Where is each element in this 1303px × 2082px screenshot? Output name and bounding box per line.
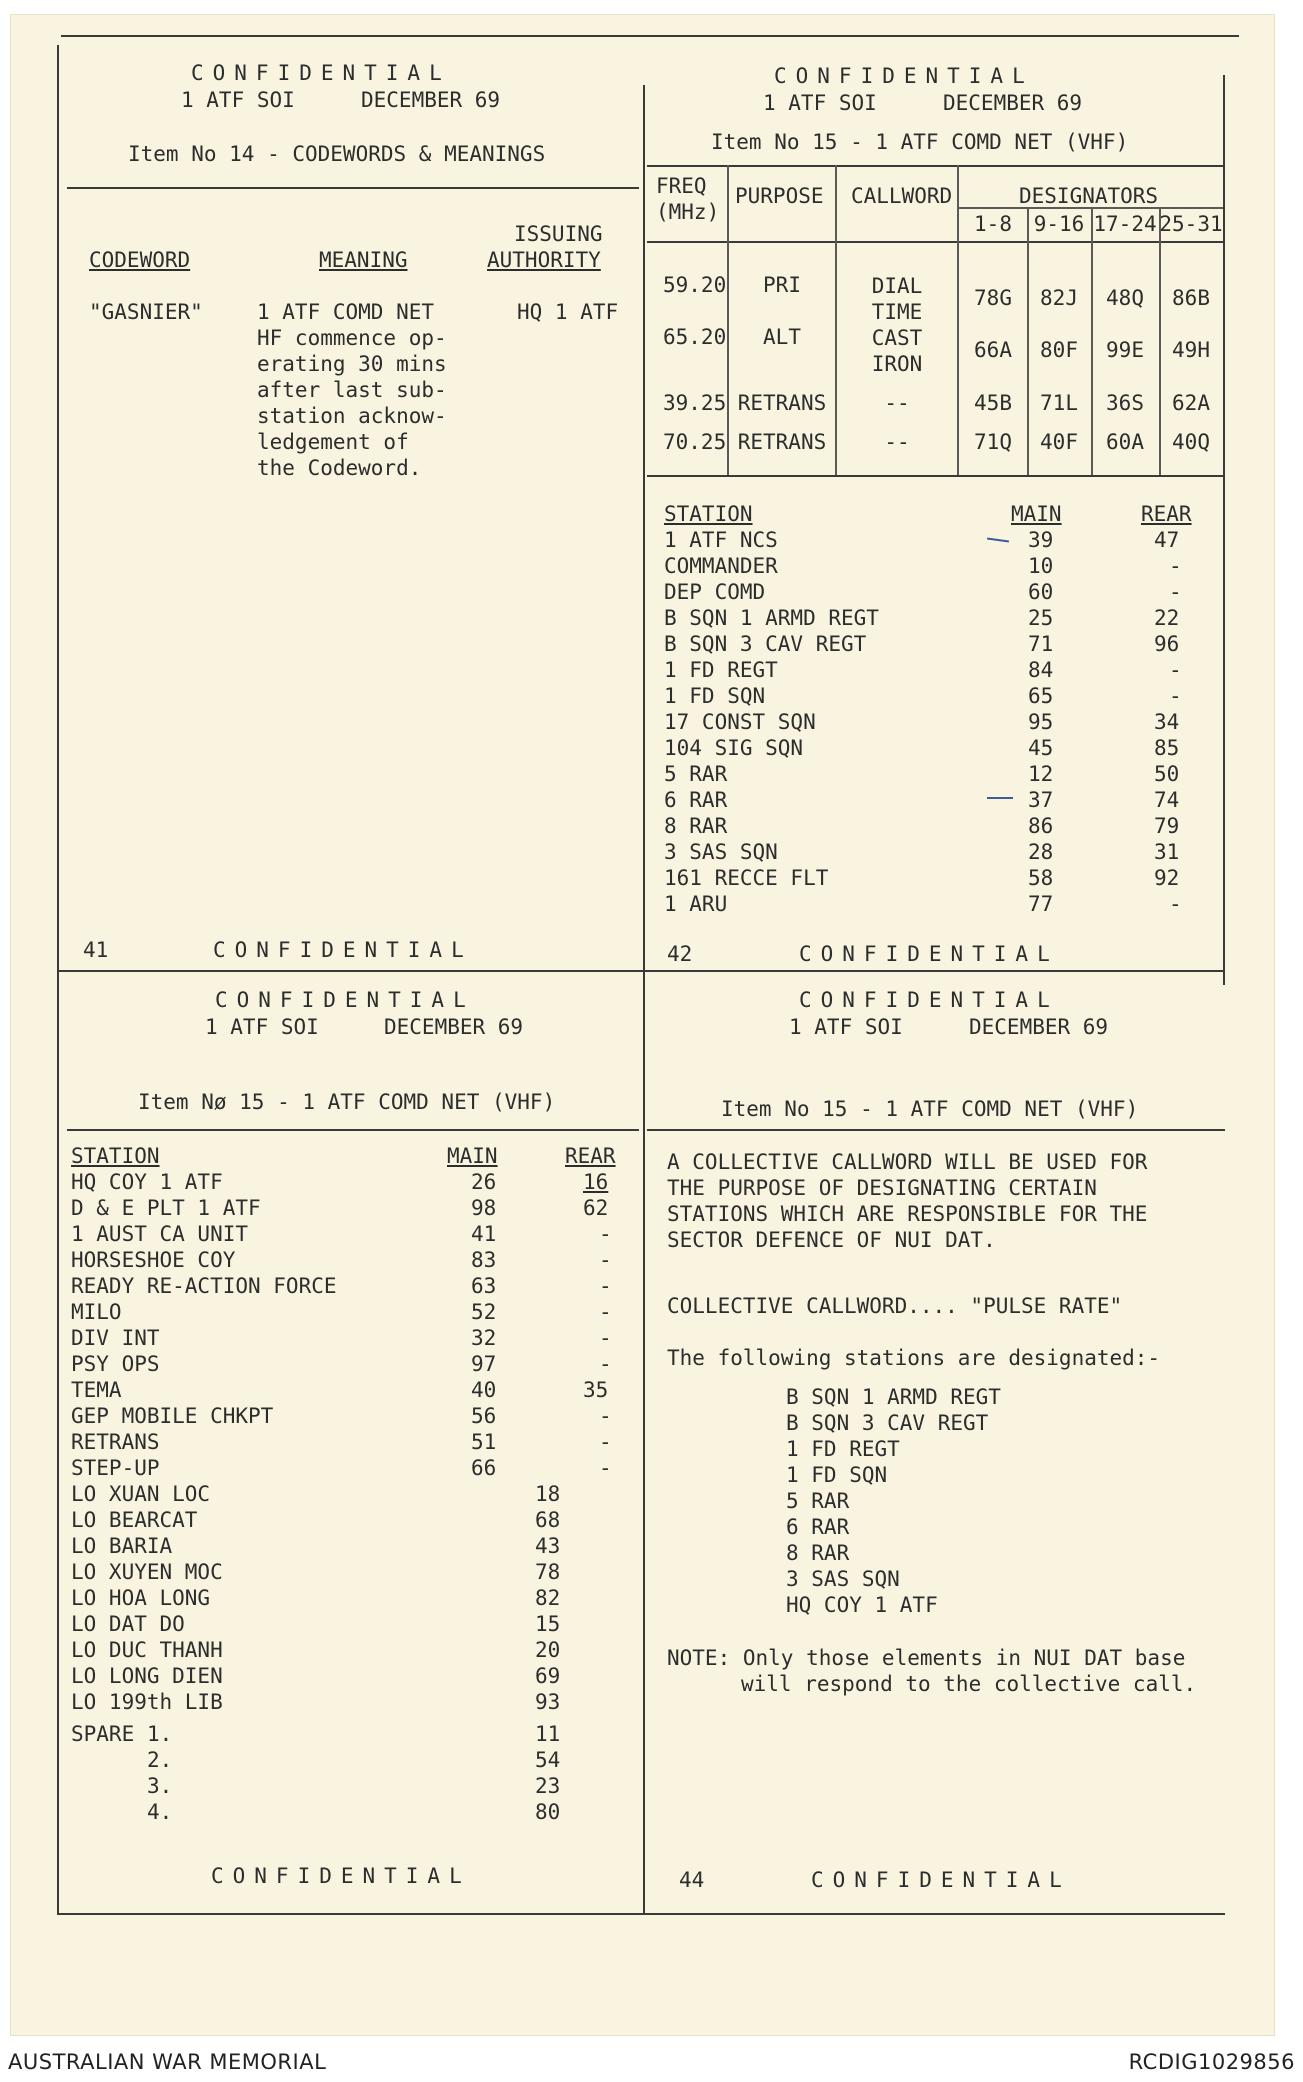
lo-row (71, 1585, 631, 1611)
station-name: 17 CONST SQN (664, 710, 816, 734)
soi-date: DECEMBER 69 (943, 91, 1083, 115)
main-value: 23 (535, 1774, 561, 1798)
col-station: STATION (71, 1144, 160, 1168)
bottom-border (57, 1913, 1225, 1915)
station-name: HORSESHOE COY (71, 1248, 236, 1272)
station-row (71, 1221, 631, 1247)
freq-row (11, 429, 1274, 455)
rear-value: 50 (1154, 762, 1180, 786)
callword-line: DIAL (871, 274, 923, 298)
station-row (71, 1351, 631, 1377)
station-name: 1 FD REGT (664, 658, 778, 682)
col-codeword: CODEWORD (89, 248, 191, 272)
designated-station: 1 FD REGT (786, 1437, 900, 1461)
item-rule (67, 187, 639, 189)
rear-value: - (1169, 892, 1182, 916)
main-value: 97 (471, 1352, 497, 1376)
main-value: 51 (471, 1430, 497, 1454)
station-row (71, 1455, 631, 1481)
day-range: 9-16 (1033, 212, 1085, 236)
intro-paragraph (667, 1149, 1147, 1253)
station-name: MILO (71, 1300, 122, 1324)
station-name: COMMANDER (664, 554, 778, 578)
rear-value: - (599, 1248, 612, 1272)
day-range: 1-8 (974, 212, 1012, 236)
purpose-value: RETRANS (737, 430, 827, 454)
station-name: LO BEARCAT (71, 1508, 198, 1532)
col-freq-unit: (MHz) (656, 200, 720, 224)
main-value: 56 (471, 1404, 497, 1428)
main-value: 95 (1028, 710, 1054, 734)
station-row (664, 683, 1204, 709)
main-value: 63 (471, 1274, 497, 1298)
main-value: 84 (1028, 658, 1054, 682)
designated-station: 8 RAR (786, 1541, 850, 1565)
rear-value: 92 (1154, 866, 1180, 890)
spare-number: 3. (147, 1774, 173, 1798)
pen-tick-mark (987, 797, 1013, 799)
station-name: READY RE-ACTION FORCE (71, 1274, 337, 1298)
day-range: 25-31 (1159, 212, 1223, 236)
main-value: 60 (1028, 580, 1054, 604)
station-name: 1 FD SQN (664, 684, 766, 708)
main-value: 40 (471, 1378, 497, 1402)
station-row (664, 891, 1204, 917)
lo-row (71, 1637, 631, 1663)
lo-row (71, 1559, 631, 1585)
rear-value: 62 (583, 1196, 609, 1220)
soi-unit: 1 ATF SOI (763, 91, 877, 115)
spare-row (71, 1747, 631, 1773)
item-rule (67, 1129, 639, 1131)
designator: 45B (974, 391, 1012, 415)
spare-number: 1. (147, 1722, 173, 1746)
main-value: 32 (471, 1326, 497, 1350)
station-name: 3 SAS SQN (664, 840, 778, 864)
station-name: 161 RECCE FLT (664, 866, 829, 890)
designator: 49H (1172, 338, 1210, 362)
collective-callword: COLLECTIVE CALLWORD.... "PULSE RATE" (667, 1294, 1123, 1318)
main-value: 43 (535, 1534, 561, 1558)
main-value: 28 (1028, 840, 1054, 864)
freq-row (11, 390, 1274, 416)
main-value: 15 (535, 1612, 561, 1636)
confidential-footer: CONFIDENTIAL (799, 942, 1059, 966)
station-row (664, 527, 1204, 553)
main-value: 52 (471, 1300, 497, 1324)
station-name: B SQN 3 CAV REGT (664, 632, 867, 656)
main-value: 20 (535, 1638, 561, 1662)
main-value: 11 (535, 1722, 561, 1746)
top-border (61, 35, 1239, 37)
freq-value: 65.20 (663, 325, 727, 349)
rear-value: - (599, 1222, 612, 1246)
lo-row (71, 1663, 631, 1689)
station-row (664, 839, 1204, 865)
station-name: 1 ARU (664, 892, 728, 916)
lo-row (71, 1507, 631, 1533)
station-row (664, 735, 1204, 761)
col-main: MAIN (1011, 502, 1062, 526)
confidential-header: CONFIDENTIAL (799, 988, 1059, 1012)
station-name: 5 RAR (664, 762, 728, 786)
soi-unit: 1 ATF SOI (789, 1015, 903, 1039)
authority-value: HQ 1 ATF (517, 300, 619, 324)
following-text: The following stations are designated:- (667, 1346, 1161, 1370)
station-name: LO XUYEN MOC (71, 1560, 223, 1584)
main-value: 25 (1028, 606, 1054, 630)
station-row (664, 865, 1204, 891)
station-row (71, 1195, 631, 1221)
lo-row (71, 1611, 631, 1637)
station-name: TEMA (71, 1378, 122, 1402)
designator: 40F (1040, 430, 1078, 454)
page-number: 42 (667, 942, 693, 966)
station-list (664, 527, 1204, 917)
station-name: RETRANS (71, 1430, 160, 1454)
station-row (664, 761, 1204, 787)
station-row (71, 1325, 631, 1351)
col-rear: REAR (565, 1144, 616, 1168)
rear-value: - (599, 1456, 612, 1480)
rear-value: - (1169, 554, 1182, 578)
spare-number: 2. (147, 1748, 173, 1772)
confidential-footer: CONFIDENTIAL (213, 938, 473, 962)
meaning-line: the Codeword. (257, 456, 422, 480)
paragraph-line: STATIONS WHICH ARE RESPONSIBLE FOR THE (667, 1202, 1148, 1226)
col-designators: DESIGNATORS (1019, 184, 1159, 208)
station-row (71, 1169, 631, 1195)
purpose-value: PRI (763, 273, 801, 297)
rear-value: 47 (1154, 528, 1180, 552)
station-name: DIV INT (71, 1326, 160, 1350)
station-name: 1 AUST CA UNIT (71, 1222, 249, 1246)
col-rear: REAR (1141, 502, 1192, 526)
rear-value: 85 (1154, 736, 1180, 760)
station-name: B SQN 1 ARMD REGT (664, 606, 879, 630)
main-value: 41 (471, 1222, 497, 1246)
lo-row (71, 1689, 631, 1715)
item-rule (647, 1129, 1225, 1131)
designated-station: 6 RAR (786, 1515, 850, 1539)
freq-table-top (647, 165, 1223, 167)
station-name: HQ COY 1 ATF (71, 1170, 223, 1194)
rear-value: - (599, 1274, 612, 1298)
rear-value: 96 (1154, 632, 1180, 656)
middle-divider (57, 970, 1225, 972)
designator: 62A (1172, 391, 1210, 415)
rear-value: - (1169, 684, 1182, 708)
station-name: STEP-UP (71, 1456, 160, 1480)
rear-value: - (599, 1352, 612, 1376)
designated-station: HQ COY 1 ATF (786, 1593, 938, 1617)
main-value: 93 (535, 1690, 561, 1714)
designator: 71Q (974, 430, 1012, 454)
freq-value: 59.20 (663, 273, 727, 297)
station-name: LO BARIA (71, 1534, 173, 1558)
soi-date: DECEMBER 69 (361, 88, 501, 112)
callword-line: CAST (871, 326, 923, 350)
rear-value: - (599, 1326, 612, 1350)
freq-value: 70.25 (663, 430, 727, 454)
station-row (664, 605, 1204, 631)
station-name: LO LONG DIEN (71, 1664, 223, 1688)
paragraph-line: THE PURPOSE OF DESIGNATING CERTAIN (667, 1176, 1097, 1200)
soi-unit: 1 ATF SOI (181, 88, 295, 112)
rear-value: 16 (583, 1170, 609, 1194)
confidential-footer: CONFIDENTIAL (211, 1864, 471, 1888)
main-value: 78 (535, 1560, 561, 1584)
purpose-value: RETRANS (737, 391, 827, 415)
main-value: 18 (535, 1482, 561, 1506)
station-name: 1 ATF NCS (664, 528, 778, 552)
designator: 78G (974, 286, 1012, 310)
main-value: 58 (1028, 866, 1054, 890)
document-sheet (10, 14, 1275, 2036)
main-value: 37 (1028, 788, 1054, 812)
station-name: LO DAT DO (71, 1612, 185, 1636)
main-value: 68 (535, 1508, 561, 1532)
col-issuing: ISSUING (514, 222, 603, 246)
main-value: 77 (1028, 892, 1054, 916)
rear-value: - (599, 1404, 612, 1428)
rear-value: 35 (583, 1378, 609, 1402)
freq-value: 39.25 (663, 391, 727, 415)
main-value: 45 (1028, 736, 1054, 760)
designated-station: 1 FD SQN (786, 1463, 888, 1487)
main-value: 39 (1028, 528, 1054, 552)
confidential-header: CONFIDENTIAL (191, 61, 451, 85)
station-row (71, 1247, 631, 1273)
main-value: 26 (471, 1170, 497, 1194)
item-title: Item No 15 - 1 ATF COMD NET (VHF) (711, 130, 1129, 154)
designated-station: B SQN 1 ARMD REGT (786, 1385, 1001, 1409)
col-station: STATION (664, 502, 753, 526)
confidential-footer: CONFIDENTIAL (811, 1868, 1071, 1892)
station-row (664, 787, 1204, 813)
designator: 60A (1106, 430, 1144, 454)
col-freq: FREQ (656, 174, 707, 198)
station-name: LO 199th LIB (71, 1690, 223, 1714)
station-list (71, 1169, 631, 1825)
paragraph-line: A COLLECTIVE CALLWORD WILL BE USED FOR (667, 1150, 1148, 1174)
main-value: 80 (535, 1800, 561, 1824)
soi-unit: 1 ATF SOI (205, 1015, 319, 1039)
rear-value: 79 (1154, 814, 1180, 838)
station-name: LO DUC THANH (71, 1638, 223, 1662)
designator: 36S (1106, 391, 1144, 415)
rear-value: 31 (1154, 840, 1180, 864)
freq-table-bottom (647, 475, 1223, 477)
spare-row (71, 1773, 631, 1799)
station-row (71, 1377, 631, 1403)
rear-value: - (1169, 580, 1182, 604)
designated-station: 5 RAR (786, 1489, 850, 1513)
meaning-line: after last sub- (257, 378, 447, 402)
codeword-value: "GASNIER" (89, 300, 203, 324)
freq-row (11, 272, 1274, 310)
station-name: 8 RAR (664, 814, 728, 838)
designator: 40Q (1172, 430, 1210, 454)
soi-date: DECEMBER 69 (384, 1015, 524, 1039)
meaning-line: erating 30 mins (257, 352, 447, 376)
archive-credit: AUSTRALIAN WAR MEMORIAL (8, 2050, 327, 2074)
lo-row (71, 1533, 631, 1559)
main-value: 71 (1028, 632, 1054, 656)
designated-station: 3 SAS SQN (786, 1567, 900, 1591)
note-line: NOTE: Only those elements in NUI DAT base (667, 1646, 1186, 1670)
page-number: 41 (83, 938, 109, 962)
designator: 71L (1040, 391, 1078, 415)
col-authority: AUTHORITY (487, 248, 601, 272)
col-purpose: PURPOSE (735, 184, 824, 208)
col-meaning: MEANING (319, 248, 408, 272)
station-name: 6 RAR (664, 788, 728, 812)
spare-number: 4. (147, 1800, 173, 1824)
meaning-line: 1 ATF COMD NET (257, 300, 435, 324)
station-name: D & E PLT 1 ATF (71, 1196, 261, 1220)
main-value: 82 (535, 1586, 561, 1610)
station-row (664, 579, 1204, 605)
lo-row (71, 1481, 631, 1507)
rear-value: 34 (1154, 710, 1180, 734)
callword-line: TIME (871, 300, 923, 324)
designator: 82J (1040, 286, 1078, 310)
designator: 99E (1106, 338, 1144, 362)
station-row (71, 1403, 631, 1429)
spare-row (71, 1721, 631, 1747)
meaning-line: HF commence op- (257, 326, 447, 350)
station-name: PSY OPS (71, 1352, 160, 1376)
main-value: 12 (1028, 762, 1054, 786)
spare-row (71, 1799, 631, 1825)
designated-station: B SQN 3 CAV REGT (786, 1411, 989, 1435)
item-title: Item Nø 15 - 1 ATF COMD NET (VHF) (138, 1090, 556, 1114)
purpose-value: ALT (763, 325, 801, 349)
meaning-line: station acknow- (257, 404, 447, 428)
station-row (664, 631, 1204, 657)
callword-value: -- (884, 430, 910, 454)
station-name: LO HOA LONG (71, 1586, 211, 1610)
station-row (664, 657, 1204, 683)
station-row (71, 1273, 631, 1299)
station-row (664, 813, 1204, 839)
note-line: will respond to the collective call. (741, 1672, 1197, 1696)
station-name: DEP COMD (664, 580, 766, 604)
spare-label: SPARE (71, 1722, 135, 1746)
designated-list (786, 1384, 1001, 1618)
archive-id: RCDIG1029856 (1128, 2050, 1295, 2074)
station-name: LO XUAN LOC (71, 1482, 211, 1506)
col-callword: CALLWORD (851, 184, 953, 208)
freq-header-rule (647, 241, 1223, 243)
main-value: 69 (535, 1664, 561, 1688)
soi-date: DECEMBER 69 (969, 1015, 1109, 1039)
item-title: Item No 15 - 1 ATF COMD NET (VHF) (721, 1097, 1139, 1121)
paragraph-line: SECTOR DEFENCE OF NUI DAT. (667, 1228, 996, 1252)
station-row (664, 709, 1204, 735)
rear-value: - (1169, 658, 1182, 682)
main-value: 86 (1028, 814, 1054, 838)
designator: 86B (1172, 286, 1210, 310)
rear-value: - (599, 1300, 612, 1324)
confidential-header: CONFIDENTIAL (774, 64, 1034, 88)
main-value: 98 (471, 1196, 497, 1220)
callword-value (837, 273, 957, 377)
station-row (71, 1429, 631, 1455)
day-range: 17-24 (1093, 212, 1157, 236)
main-value: 83 (471, 1248, 497, 1272)
center-divider (643, 85, 645, 1915)
right-border (1223, 75, 1225, 985)
callword-value: -- (884, 391, 910, 415)
rear-value: 74 (1154, 788, 1180, 812)
meaning-line: ledgement of (257, 430, 409, 454)
station-name: 104 SIG SQN (664, 736, 804, 760)
freq-row (11, 324, 1274, 362)
main-value: 65 (1028, 684, 1054, 708)
station-row (71, 1299, 631, 1325)
rear-value: - (599, 1430, 612, 1454)
confidential-header: CONFIDENTIAL (215, 988, 475, 1012)
callword-line: IRON (871, 352, 923, 376)
col-main: MAIN (447, 1144, 498, 1168)
rear-value: 22 (1154, 606, 1180, 630)
item-title: Item No 14 - CODEWORDS & MEANINGS (128, 142, 546, 166)
designator: 80F (1040, 338, 1078, 362)
main-value: 54 (535, 1748, 561, 1772)
page-number: 44 (679, 1868, 705, 1892)
designator: 66A (974, 338, 1012, 362)
designator: 48Q (1106, 286, 1144, 310)
main-value: 10 (1028, 554, 1054, 578)
station-name: GEP MOBILE CHKPT (71, 1404, 274, 1428)
main-value: 66 (471, 1456, 497, 1480)
station-row (664, 553, 1204, 579)
